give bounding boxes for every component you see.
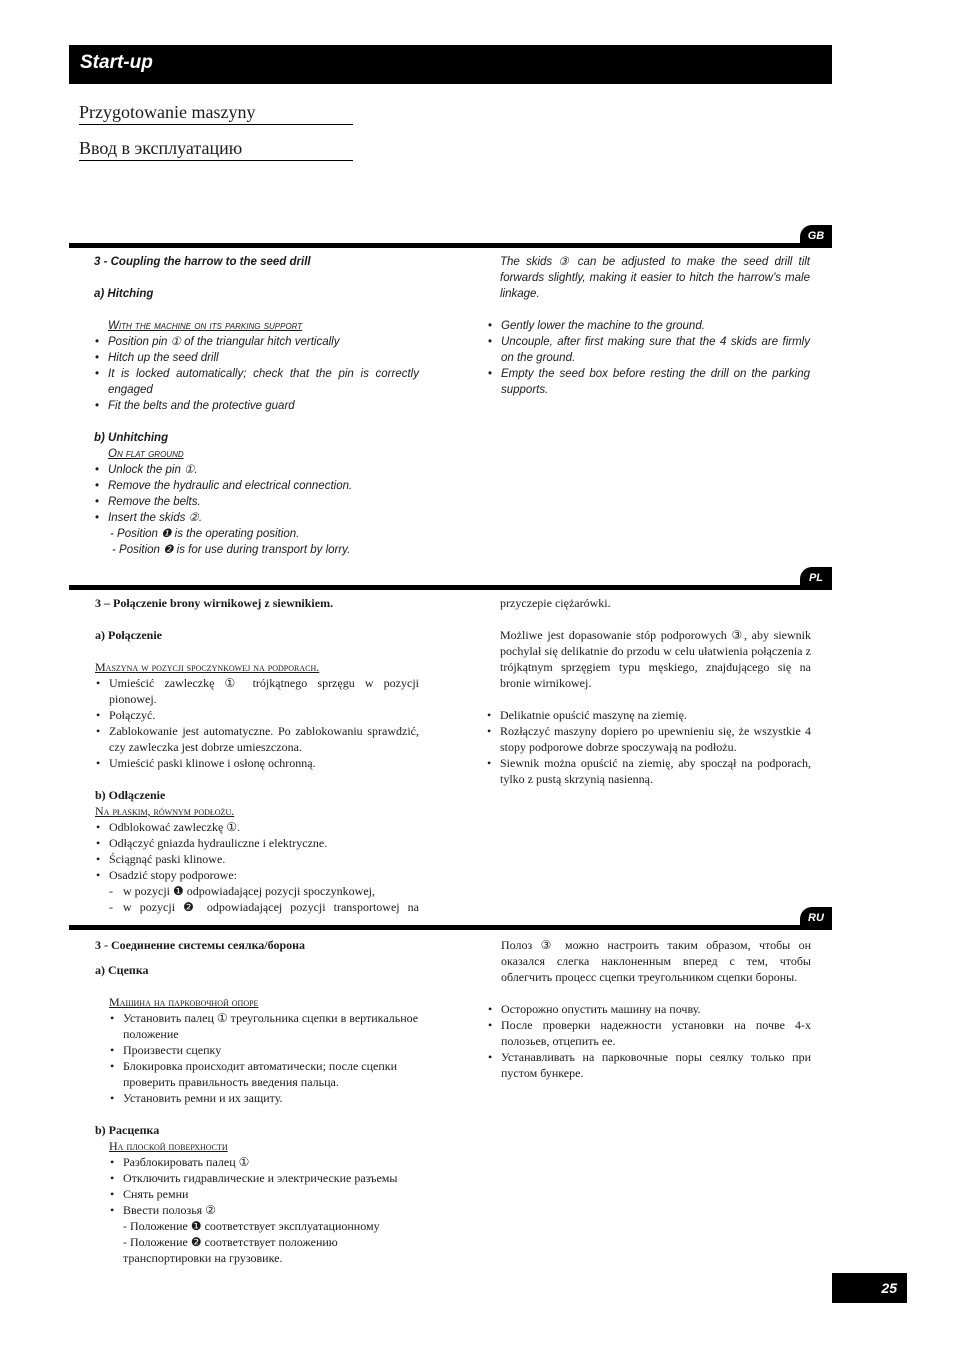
pl-continuation: przyczepie ciężarówki.	[500, 596, 611, 610]
list-item: • Uncouple, after first making sure that the 4 skids are firmly on the ground.	[487, 334, 810, 366]
gb-flat-ground-label: On flat ground	[108, 448, 184, 460]
gb-left-column	[94, 254, 419, 558]
list-item: • Установить палец ① треугольника сцепки в вертикальное положение	[109, 1010, 420, 1042]
list-item: • Снять ремни	[109, 1186, 420, 1202]
gb-unhitching-heading: b) Unhitching	[94, 432, 169, 444]
gb-heading: 3 - Coupling the harrow to the seed drill	[94, 256, 311, 268]
language-badge-ru: RU	[800, 907, 832, 929]
list-item: • После проверки надежности установки на почве 4-х полозьев, отцепить ее.	[487, 1017, 811, 1049]
pl-flat-ground-label: Na płaskim, równym podłożu.	[95, 804, 235, 818]
list-item: • Ввести полозья ②	[109, 1202, 420, 1218]
header-bar	[69, 45, 832, 84]
list-item: • Осторожно опустить машину на почву.	[487, 1001, 811, 1017]
ru-right-column	[487, 937, 811, 1081]
list-item: • Position pin ① of the triangular hitch vertically	[94, 334, 419, 350]
pl-connection-heading: a) Połączenie	[95, 628, 162, 642]
list-item: • Umieścić paski klinowe i osłonę ochronną.	[95, 755, 419, 771]
language-badge-gb: GB	[800, 225, 832, 247]
list-item: • Remove the belts.	[94, 494, 419, 510]
list-item: • Unlock the pin ①.	[94, 462, 419, 478]
ru-hitching-heading: a) Сцепка	[95, 963, 149, 977]
list-item: • Delikatnie opuścić maszynę na ziemię.	[486, 707, 811, 723]
list-item: • Remove the hydraulic and electrical connection.	[94, 478, 419, 494]
gb-hitching-heading: a) Hitching	[94, 288, 154, 300]
list-item: • Установить ремни и их защиту.	[109, 1090, 420, 1106]
pl-disconnect-heading: b) Odłączenie	[95, 788, 166, 802]
list-item: • Insert the skids ②.	[94, 510, 419, 526]
list-item: • Empty the seed box before resting the drill on the parking supports.	[487, 366, 810, 398]
subtitle-ru: Ввод в эксплуатацию	[79, 138, 353, 161]
pl-heading: 3 – Połączenie brony wirnikowej z siewnikiem.	[95, 596, 334, 610]
list-item: • Połączyć.	[95, 707, 419, 723]
list-item: • Odłączyć gniazda hydrauliczne i elektryczne.	[95, 835, 419, 851]
list-item: • Fit the belts and the protective guard	[94, 398, 419, 414]
list-item: • Отключить гидравлические и электрические разъемы	[109, 1170, 420, 1186]
pl-right-column	[500, 595, 811, 787]
list-item: • Rozłączyć maszyny dopiero po upewnieniu się, że wszystkie 4 stopy podporowe dobrze spoczywają na podłożu.	[486, 723, 811, 755]
list-item: - Положение ❶ соответствует эксплуатационному	[123, 1219, 380, 1233]
list-item: • Ściągnąć paski klinowe.	[95, 851, 419, 867]
list-item: - Position ❷ is for use during transport by lorry.	[112, 544, 351, 556]
gb-parking-support-label: With the machine on its parking support	[108, 320, 303, 332]
list-item: • Блокировка происходит автоматически; после сцепки проверить правильность введения пальца.	[109, 1058, 420, 1090]
list-item: • Gently lower the machine to the ground.	[487, 318, 810, 334]
list-item: - Положение ❷ соответствует положению транспортировки на грузовике.	[123, 1235, 338, 1265]
section-divider-pl	[69, 585, 832, 590]
list-item: • Устанавливать на парковочные поры сеялку только при пустом бункере.	[487, 1049, 811, 1081]
subtitle-pl: Przygotowanie maszyny	[79, 102, 353, 125]
section-divider-ru	[69, 925, 832, 930]
ru-heading: 3 - Соединение системы сеялка/борона	[95, 938, 306, 952]
language-badge-pl: PL	[800, 567, 832, 589]
gb-skids-paragraph: The skids ③ can be adjusted to make the seed drill tilt forwards slightly, making it easier to hitch the harrow’s male linkage.	[500, 256, 810, 300]
ru-skid-paragraph: Полоз ③ можно настроить таким образом, чтобы он оказался слегка наклоненным вперед с тем, чтобы облегчить процесс сцепки треугольником сцепки бороны.	[501, 938, 811, 984]
ru-flat-ground-label: На плоской поверхности	[109, 1139, 228, 1153]
list-item: • Разблокировать палец ①	[109, 1154, 420, 1170]
list-item: • Umieścić zawleczkę ① trójkątnego sprzęgu w pozycji pionowej.	[95, 675, 419, 707]
pl-parking-label: Maszyna w pozycji spoczynkowej na podporach.	[95, 660, 320, 674]
page-number: 25	[832, 1273, 907, 1303]
ru-parking-label: Машина на парковочной опоре	[109, 995, 259, 1009]
list-item: • It is locked automatically; check that the pin is correctly engaged	[94, 366, 419, 398]
header-title: Start-up	[80, 52, 153, 73]
ru-left-column	[95, 937, 420, 1266]
list-item: • Zablokowanie jest automatyczne. Po zablokowaniu sprawdzić, czy zawleczka jest dobrze umieszczona.	[95, 723, 419, 755]
list-item: • Odblokować zawleczkę ①.	[95, 819, 419, 835]
list-item: • Siewnik można opuścić na ziemię, aby spoczął na podporach, tylko z pustą skrzynią nasienną.	[486, 755, 811, 787]
list-item: • Hitch up the seed drill	[94, 350, 419, 366]
list-item: - w pozycji ❷ odpowiadającej pozycji transportowej na	[109, 900, 419, 914]
ru-unhitching-heading: b) Расцепка	[95, 1123, 160, 1137]
section-divider-gb	[69, 243, 832, 248]
gb-right-column	[487, 254, 810, 398]
pl-adjust-paragraph: Możliwe jest dopasowanie stóp podporowych ③, aby siewnik pochylał się delikatnie do przodu w celu ułatwienia połączenia z trójkątnym sprzęgiem typu męskiego, znajdującego się na bronie wirnikowej.	[500, 628, 811, 690]
list-item: • Osadzić stopy podporowe:	[95, 867, 419, 883]
list-item: - w pozycji ❶ odpowiadającej pozycji spoczynkowej,	[109, 884, 376, 898]
list-item: • Произвести сцепку	[109, 1042, 420, 1058]
list-item: - Position ❶ is the operating position.	[110, 528, 300, 540]
pl-left-column	[95, 595, 419, 915]
